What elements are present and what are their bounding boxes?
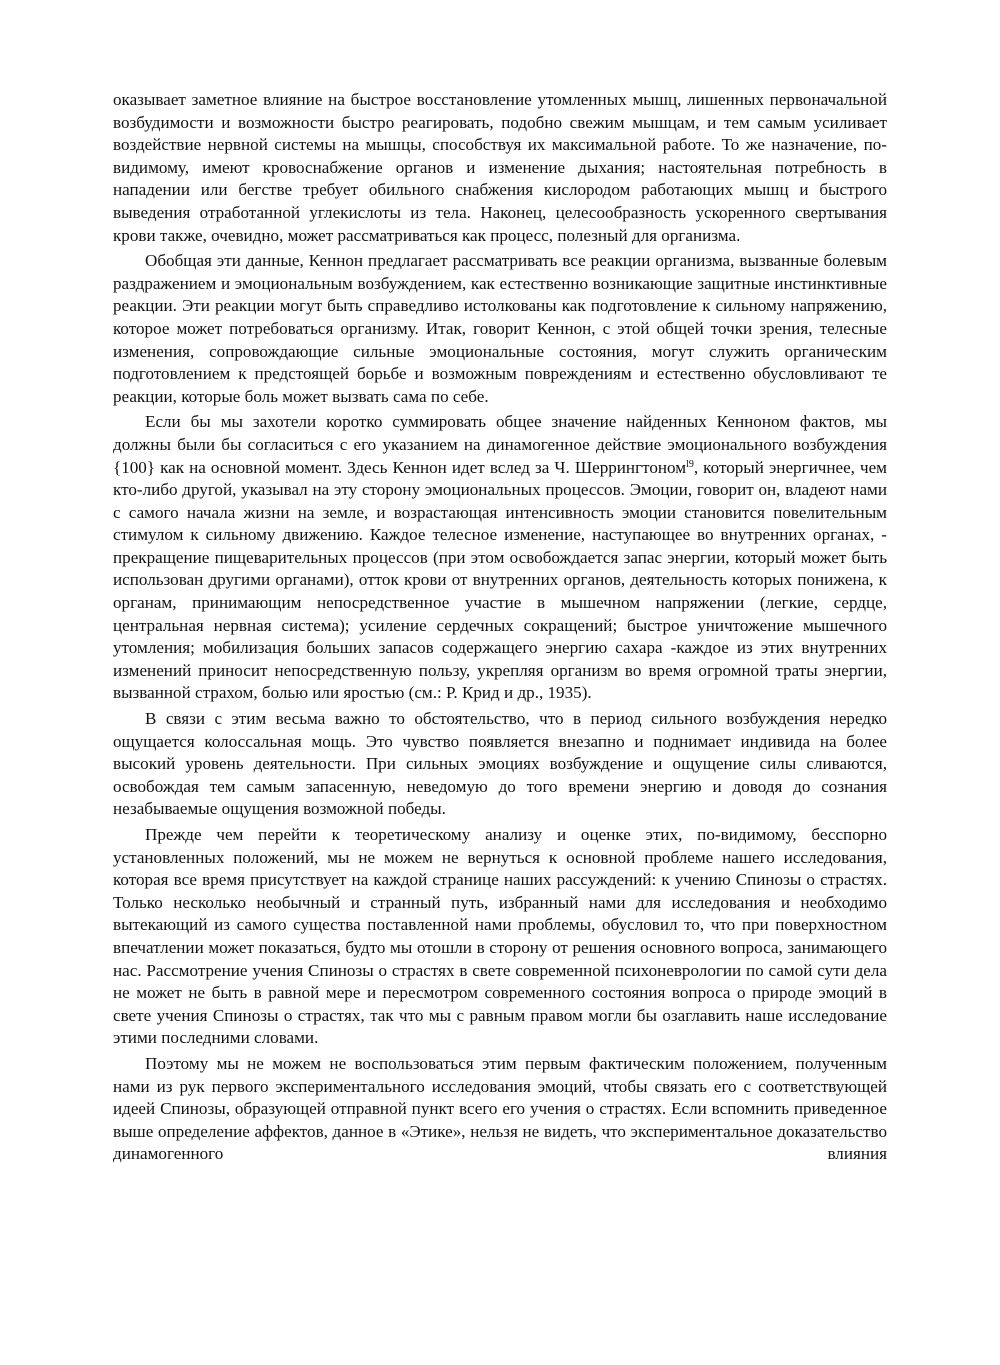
paragraph-3-part-1: Если бы мы захотели коротко суммировать общее значение найденных Кенноном фактов, мы должны были бы согласиться с его указанием на динамогенное действие эмоционального возбуждения {100} как на основной момент. Здесь Кеннон идет вслед за Ч. Шеррингтоном (113, 412, 887, 477)
paragraph-5: Прежде чем перейти к теоретическому анализу и оценке этих, по-видимому, бесспорно установленных положений, мы не можем не вернуться к основной проблеме нашего исследования, которая все время присутствует на каждой странице наших рассуждений: к учению Спинозы о страстях. Только несколько необычный и странный путь, избранный нами для исследования и необходимо вытекающий из самого существа поставленной нами проблемы, обусловил то, что при поверхностном впечатлении может показаться, будто мы отошли в сторону от решения основного вопроса, занимающего нас. Рассмотрение учения Спинозы о страстях в свете современной психоневрологии по самой сути дела не может не быть в равной мере и пересмотром современного состояния вопроса о природе эмоций в свете учения Спинозы о страстях, так что мы с равным правом могли бы озаглавить наше исследование этими последними словами. (113, 825, 887, 1048)
paragraph-1: оказывает заметное влияние на быстрое восстановление утомленных мышц, лишенных первоначальной возбудимости и возможности быстро реагировать, подобно свежим мышцам, и тем самым усиливает воздействие нервной системы на мышцы, способствуя их максимальной работе. То же назначение, по-видимому, имеют кровоснабжение органов и изменение дыхания; настоятельная потребность в нападении или бегстве требует обильного снабжения кислородом работающих мышц и быстрого выведения отработанной углекислоты из тела. Наконец, целесообразность ускоренного свертывания крови также, очевидно, может рассматриваться как процесс, полезный для организма. (113, 90, 887, 245)
paragraph-3-part-2: , который энергичнее, чем кто-либо другой, указывал на эту сторону эмоциональных процессов. Эмоции, говорит он, владеют нами с самого начала жизни на земле, и возрастающая интенсивность эмоции становится повелительным стимулом к сильному движению. Каждое телесное изменение, наступающее во внутренних органах, - прекращение пищеварительных процессов (при этом освобождается запас энергии, который может быть использован другими органами), отток крови от внутренних органов, деятельность которых понижена, к органам, принимающим непосредственное участие в мышечном напряжении (легкие, сердце, центральная нервная система); усиление сердечных сокращений; быстрое уничтожение мышечного утомления; мобилизация больших запасов содержащего энергию сахара -каждое из этих внутренних изменений приносит непосредственную пользу, укрепляя организм во время огромной траты энергии, вызванной страхом, болью или яростью (см.: Р. Крид и др., 1935). (113, 457, 887, 703)
paragraph-3 (113, 411, 887, 705)
paragraph-4: В связи с этим весьма важно то обстоятельство, что в период сильного возбуждения нередко ощущается колоссальная мощь. Это чувство появляется внезапно и поднимает индивида на более высокий уровень деятельности. При сильных эмоциях возбуждение и ощущение силы сливаются, освобождая тем самым запасенную, неведомую до того времени энергию и доводя до сознания незабываемые ощущения возможной победы. (113, 709, 887, 819)
footnote-marker: l9 (686, 458, 694, 470)
document-page (113, 89, 887, 1169)
paragraph-2: Обобщая эти данные, Кеннон предлагает рассматривать все реакции организма, вызванные болевым раздражением и эмоциональным возбуждением, как естественно возникающие защитные инстинктивные реакции. Эти реакции могут быть справедливо истолкованы как подготовление к сильному напряжению, которое может потребоваться организму. Итак, говорит Кеннон, с этой общей точки зрения, телесные изменения, сопровождающие сильные эмоциональные состояния, могут служить органическим подготовлением к предстоящей борьбе и возможным повреждениям и естественно обусловливают те реакции, которые боль может вызвать сама по себе. (113, 251, 887, 406)
paragraph-6: Поэтому мы не можем не воспользоваться этим первым фактическим положением, полученным нами из рук первого экспериментального исследования эмоций, чтобы связать его с соответствующей идеей Спинозы, образующей отправной пункт всего его учения о страстях. Если вспомнить приведенное выше определение аффектов, данное в «Этике», нельзя не видеть, что экспериментальное доказательство динамогенного влияния (113, 1053, 887, 1164)
